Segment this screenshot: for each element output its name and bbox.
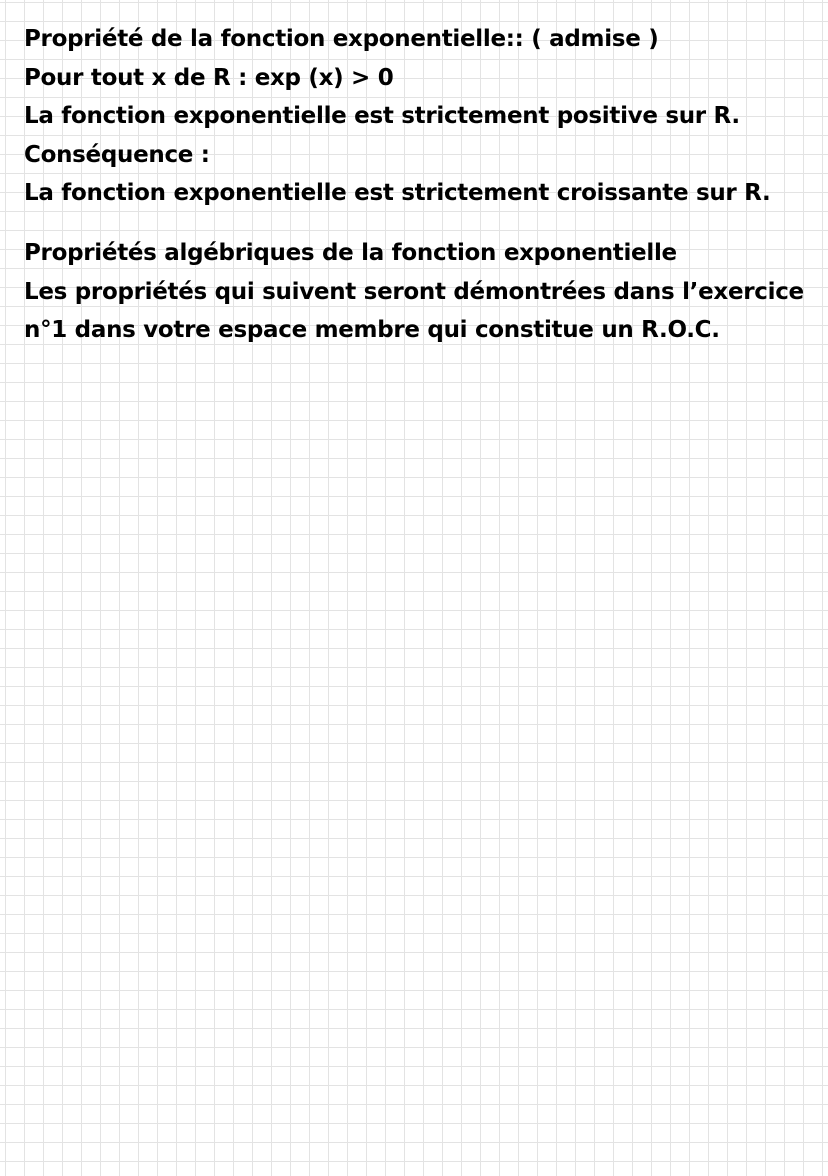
property-heading: Propriété de la fonction exponentielle:: ( admise ): [24, 26, 659, 52]
consequence-heading: Conséquence :: [24, 141, 210, 168]
consequence-statement: La fonction exponentielle est strictement croissante sur R.: [24, 180, 771, 206]
property-statement: Pour tout x de R : exp (x) > 0: [24, 64, 394, 91]
property-positivity: La fonction exponentielle est strictement positive sur R.: [24, 103, 740, 129]
algebraic-note-line-1: Les propriétés qui suivent seront démontrées dans l’exercice: [24, 278, 804, 305]
algebraic-note-line-2: n°1 dans votre espace membre qui constitue un R.O.C.: [24, 317, 720, 343]
algebraic-heading: Propriétés algébriques de la fonction exponentielle: [24, 240, 677, 266]
algebraic-properties-section: [24, 234, 804, 350]
property-section: [24, 20, 770, 213]
